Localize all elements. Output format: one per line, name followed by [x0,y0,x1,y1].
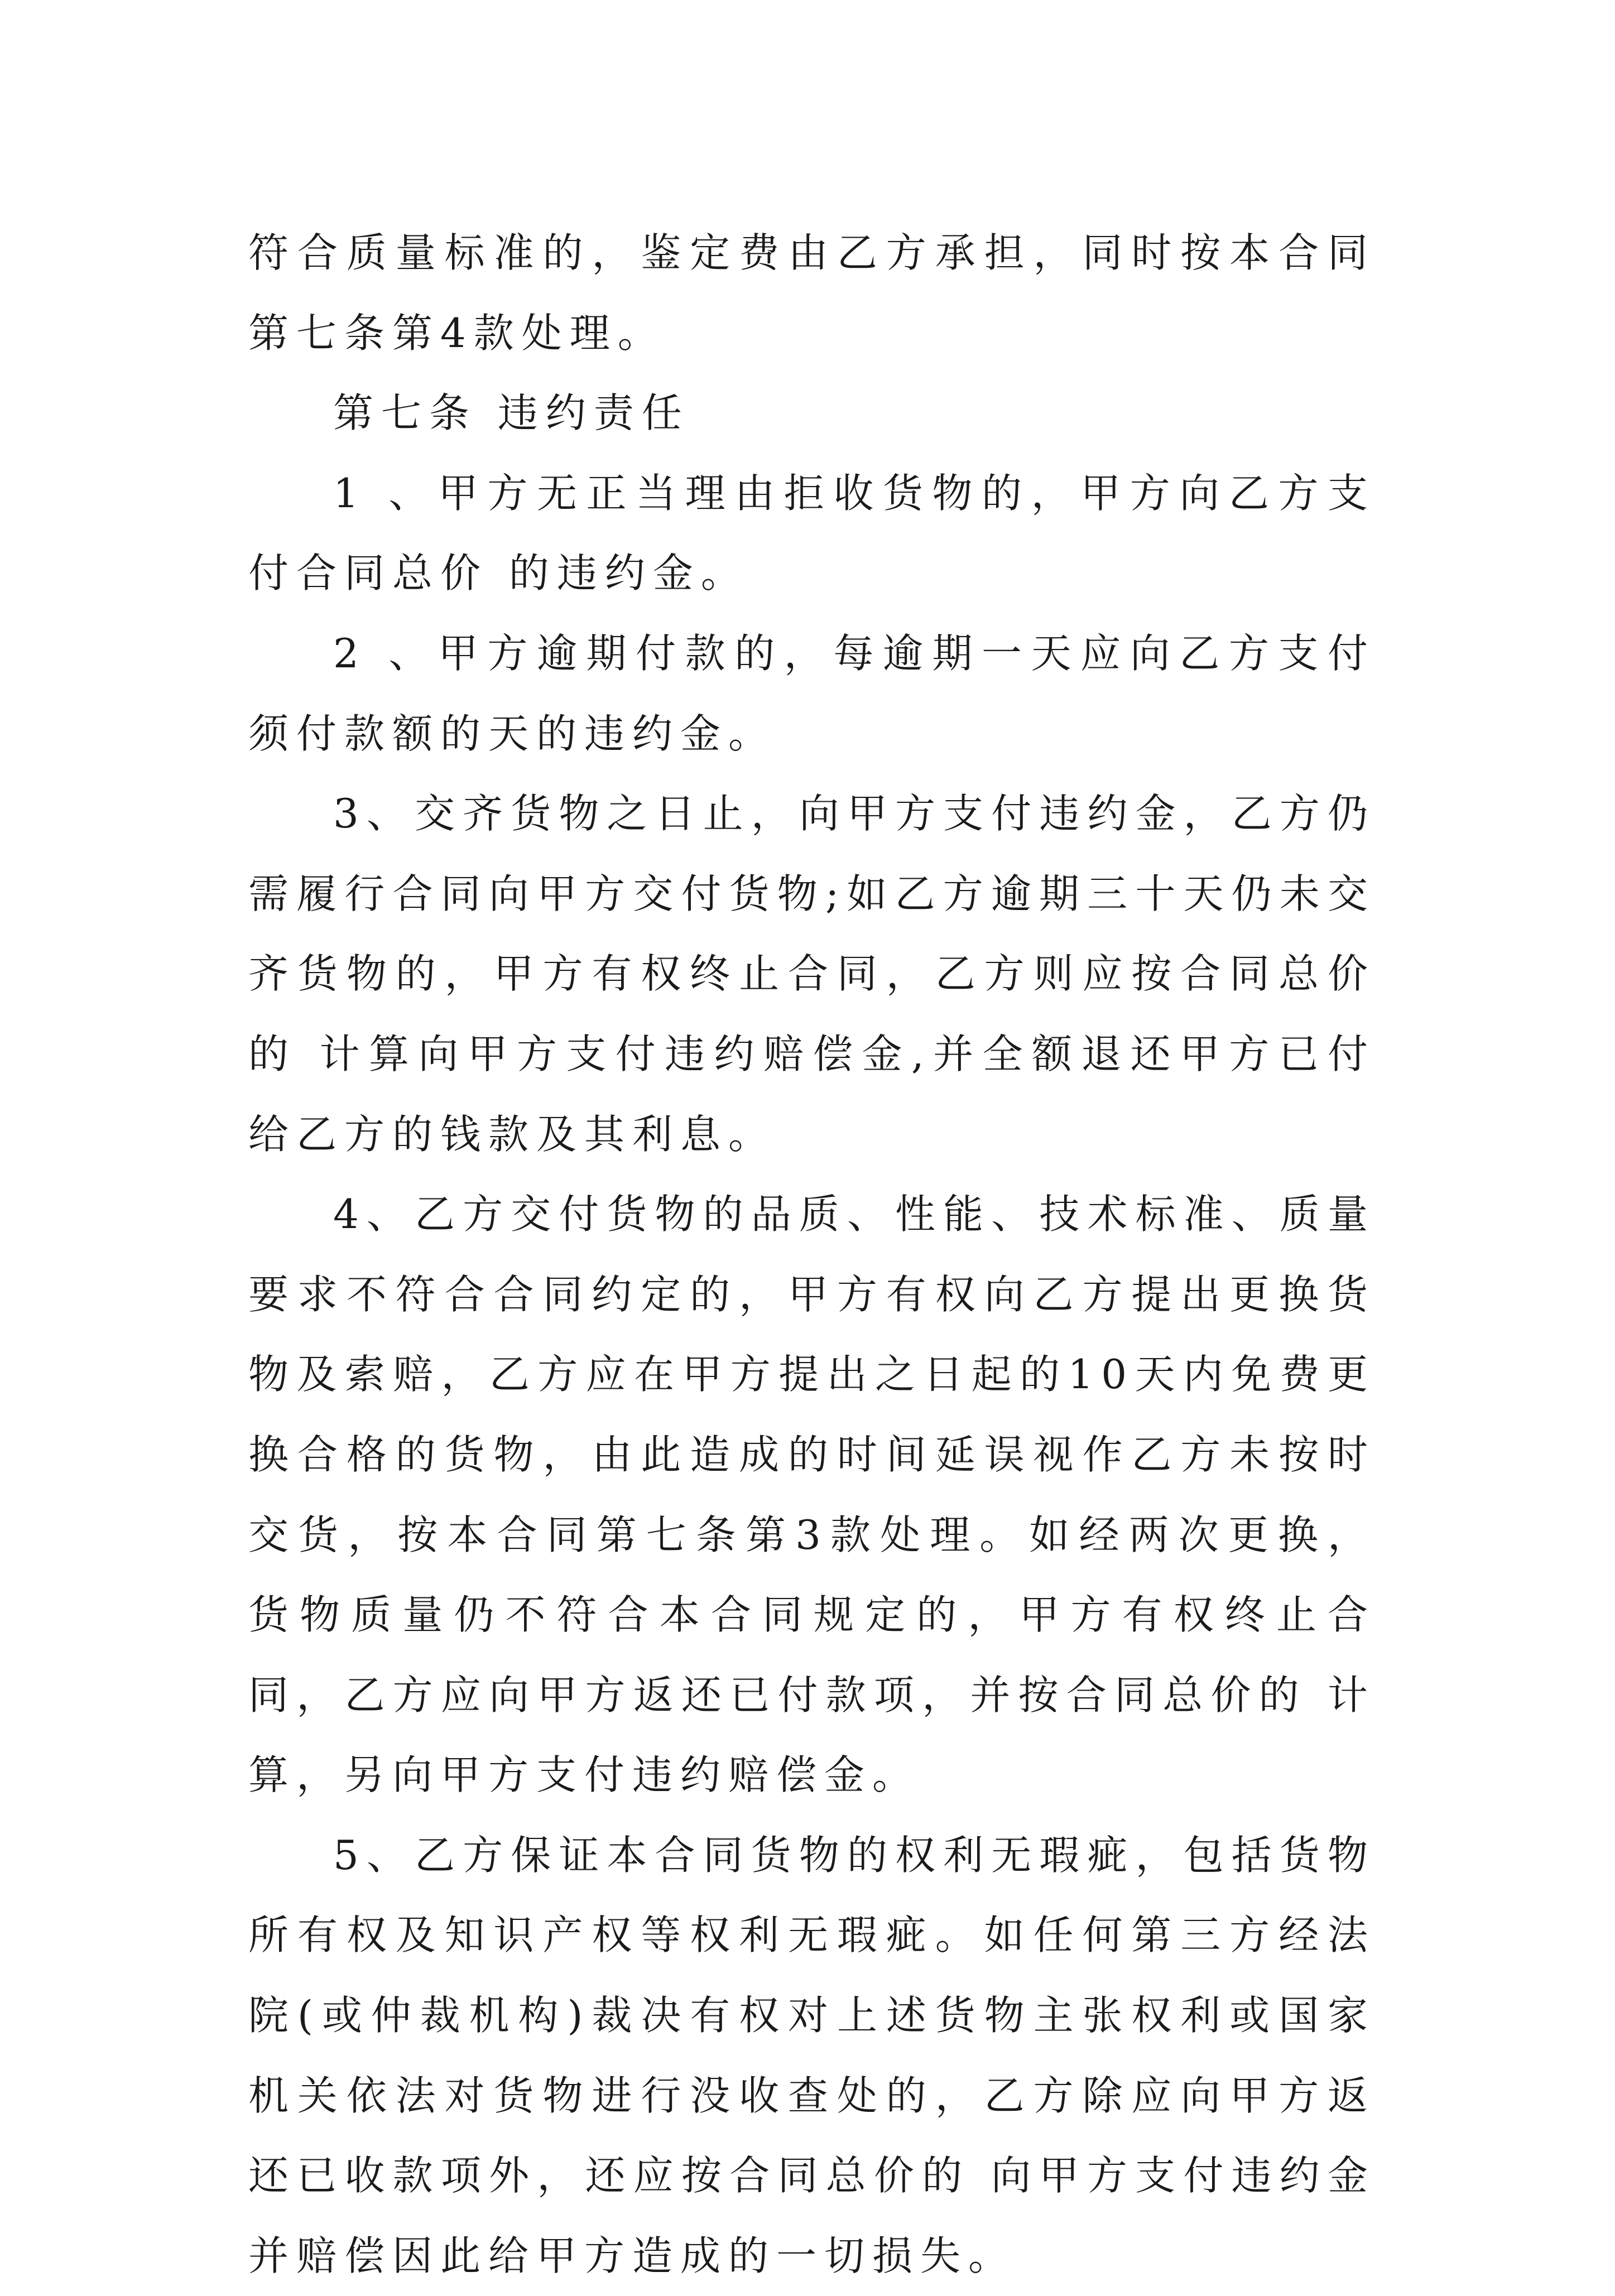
clause-1: 1 、甲方无正当理由拒收货物的，甲方向乙方支付合同总价 的违约金。 [248,469,1376,597]
clause-3: 3、交齐货物之日止，向甲方支付违约金，乙方仍需履行合同向甲方交付货物;如乙方逾期三十天仍未交齐货物的，甲方有权终止合同，乙方则应按合同总价的 计算向甲方支付违约赔偿金,并全额退还甲方已付给乙方的钱款及其利息。 [248,790,1376,1158]
paragraph-continuation: 符合质量标准的，鉴定费由乙方承担，同时按本合同第七条第4款处理。 [248,229,1376,357]
section-heading-article-7: 第七条 违约责任 [333,389,690,437]
clause-2: 2 、甲方逾期付款的，每逾期一天应向乙方支付须付款额的天的违约金。 [248,629,1376,757]
clause-5: 5、乙方保证本合同货物的权利无瑕疵，包括货物所有权及知识产权等权利无瑕疵。如任何第三方经法院(或仲裁机构)裁决有权对上述货物主张权利或国家机关依法对货物进行没收查处的，乙方除应向甲方返还已收款项外，还应按合同总价的 向甲方支付违约金并赔偿因此给甲方造成的一切损失。 [248,1831,1376,2279]
document-body [248,213,1376,2296]
clause-4: 4、乙方交付货物的品质、性能、技术标准、质量要求不符合合同约定的，甲方有权向乙方提出更换货物及索赔，乙方应在甲方提出之日起的10天内免费更换合格的货物，由此造成的时间延误视作乙方未按时交货，按本合同第七条第3款处理。如经两次更换，货物质量仍不符合本合同规定的，甲方有权终止合同，乙方应向甲方返还已付款项，并按合同总价的 计算，另向甲方支付违约赔偿金。 [248,1191,1376,1799]
